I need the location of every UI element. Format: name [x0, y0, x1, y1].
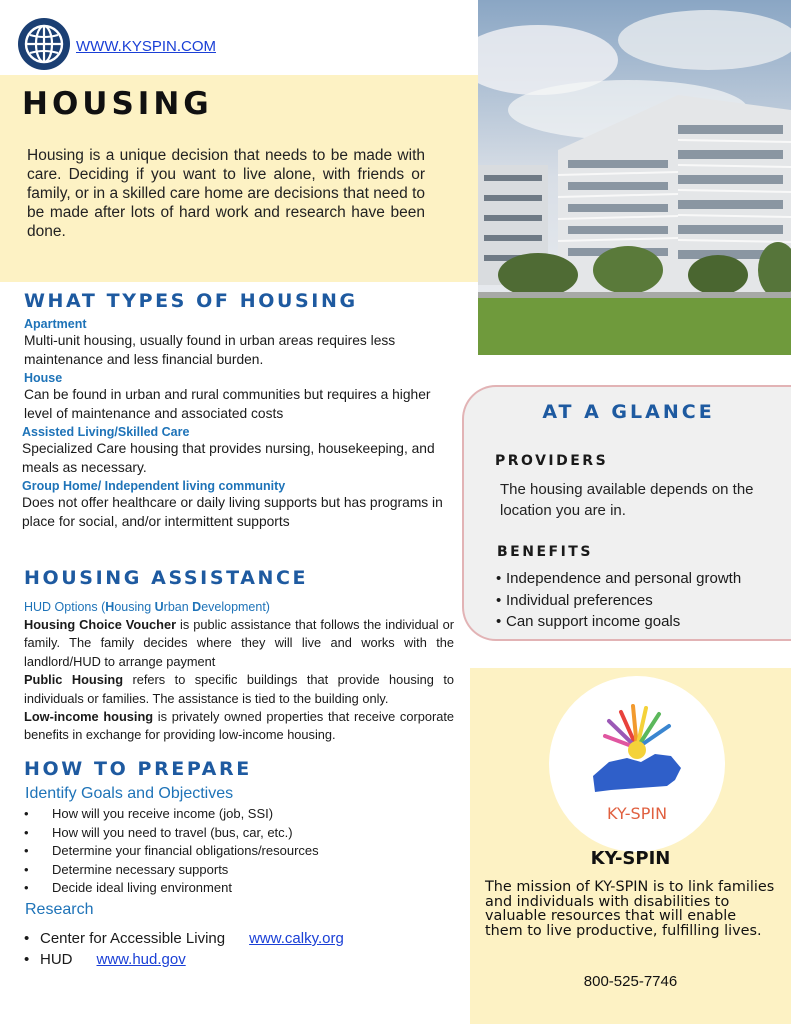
svg-text:KY-SPIN: KY-SPIN — [606, 804, 668, 823]
assistance-section — [24, 600, 454, 745]
benefits-heading: BENEFITS — [497, 544, 593, 560]
research-list — [22, 928, 462, 970]
providers-text: The housing available depends on the location you are in. — [500, 481, 754, 519]
list-item: • How will you receive income (job, SSI) — [22, 805, 452, 824]
goals-heading: Identify Goals and Objectives — [25, 785, 234, 802]
list-item: • Determine necessary supports — [22, 861, 452, 880]
goals-list — [22, 805, 452, 898]
hud-options-label: HUD Options (Housing Urban Development) — [24, 600, 270, 614]
list-item: • How will you need to travel (bus, car, etc.) — [22, 824, 452, 843]
type-title-house: House — [24, 371, 63, 385]
apartment-building-photo — [478, 0, 791, 355]
kyspin-mission: The mission of KY-SPIN is to link families and individuals with disabilities to valuable resources that will enable them to live productive, fulfilling lives. — [485, 879, 775, 939]
assistance-item-low-income: Low-income housing is privately owned properties that receive corporate benefits in exchange for providing low-income housing. — [24, 709, 454, 743]
benefits-list — [496, 568, 791, 633]
providers-heading: PROVIDERS — [495, 453, 609, 469]
intro-paragraph: Housing is a unique decision that needs to be made with care. Deciding if you want to live alone, with friends or family, or in a skilled care home are decisions that need to be made after lots of hard work and research have been done. — [27, 147, 425, 240]
list-item: • Determine your financial obligations/resources — [22, 842, 452, 861]
list-item: • HUD www.hud.gov — [22, 949, 462, 970]
type-text-house: Can be found in urban and rural communities but requires a higher level of maintenance and associated costs — [24, 387, 431, 421]
type-title-group-home: Group Home/ Independent living community — [22, 479, 286, 493]
list-item: • Individual preferences — [496, 590, 791, 612]
types-heading: WHAT TYPES OF HOUSING — [24, 290, 358, 312]
assistance-item-public: Public Housing refers to specific buildings that provide housing to individuals or families. The assistance is tied to the building only. — [24, 672, 454, 706]
prepare-heading: HOW TO PREPARE — [24, 758, 252, 780]
type-text-group-home: Does not offer healthcare or daily living supports but has programs in place for social, and/or intermittent supports — [22, 495, 443, 529]
type-title-apartment: Apartment — [24, 317, 87, 331]
kyspin-name: KY-SPIN — [590, 848, 671, 869]
housing-types-list — [24, 316, 444, 533]
globe-icon — [18, 18, 70, 70]
type-text-assisted-living: Specialized Care housing that provides nursing, housekeeping, and meals as necessary. — [22, 441, 435, 475]
assistance-heading: HOUSING ASSISTANCE — [24, 567, 309, 589]
research-heading: Research — [25, 901, 94, 918]
website-link[interactable]: WWW.KYSPIN.COM — [76, 38, 216, 55]
glance-heading: AT A GLANCE — [542, 401, 715, 423]
type-title-assisted-living: Assisted Living/Skilled Care — [22, 425, 190, 439]
hud-link[interactable]: www.hud.gov — [96, 951, 186, 968]
kyspin-logo — [549, 676, 725, 852]
kyspin-phone: 800-525-7746 — [583, 973, 678, 990]
list-item: • Independence and personal growth — [496, 568, 791, 590]
calky-link[interactable]: www.calky.org — [249, 930, 344, 947]
list-item: • Decide ideal living environment — [22, 879, 452, 898]
list-item: • Can support income goals — [496, 611, 791, 633]
assistance-item-voucher: Housing Choice Voucher is public assistance that follows the individual or family. The family decides where they will live and works with the landlord/HUD to arrange payment — [24, 617, 454, 669]
kyspin-card — [470, 668, 791, 1024]
list-item: • Center for Accessible Living www.calky.org — [22, 928, 462, 949]
page-title: HOUSING — [22, 86, 213, 122]
at-a-glance-card — [462, 385, 791, 641]
type-text-apartment: Multi-unit housing, usually found in urban areas requires less maintenance and less financial burden. — [24, 333, 396, 367]
